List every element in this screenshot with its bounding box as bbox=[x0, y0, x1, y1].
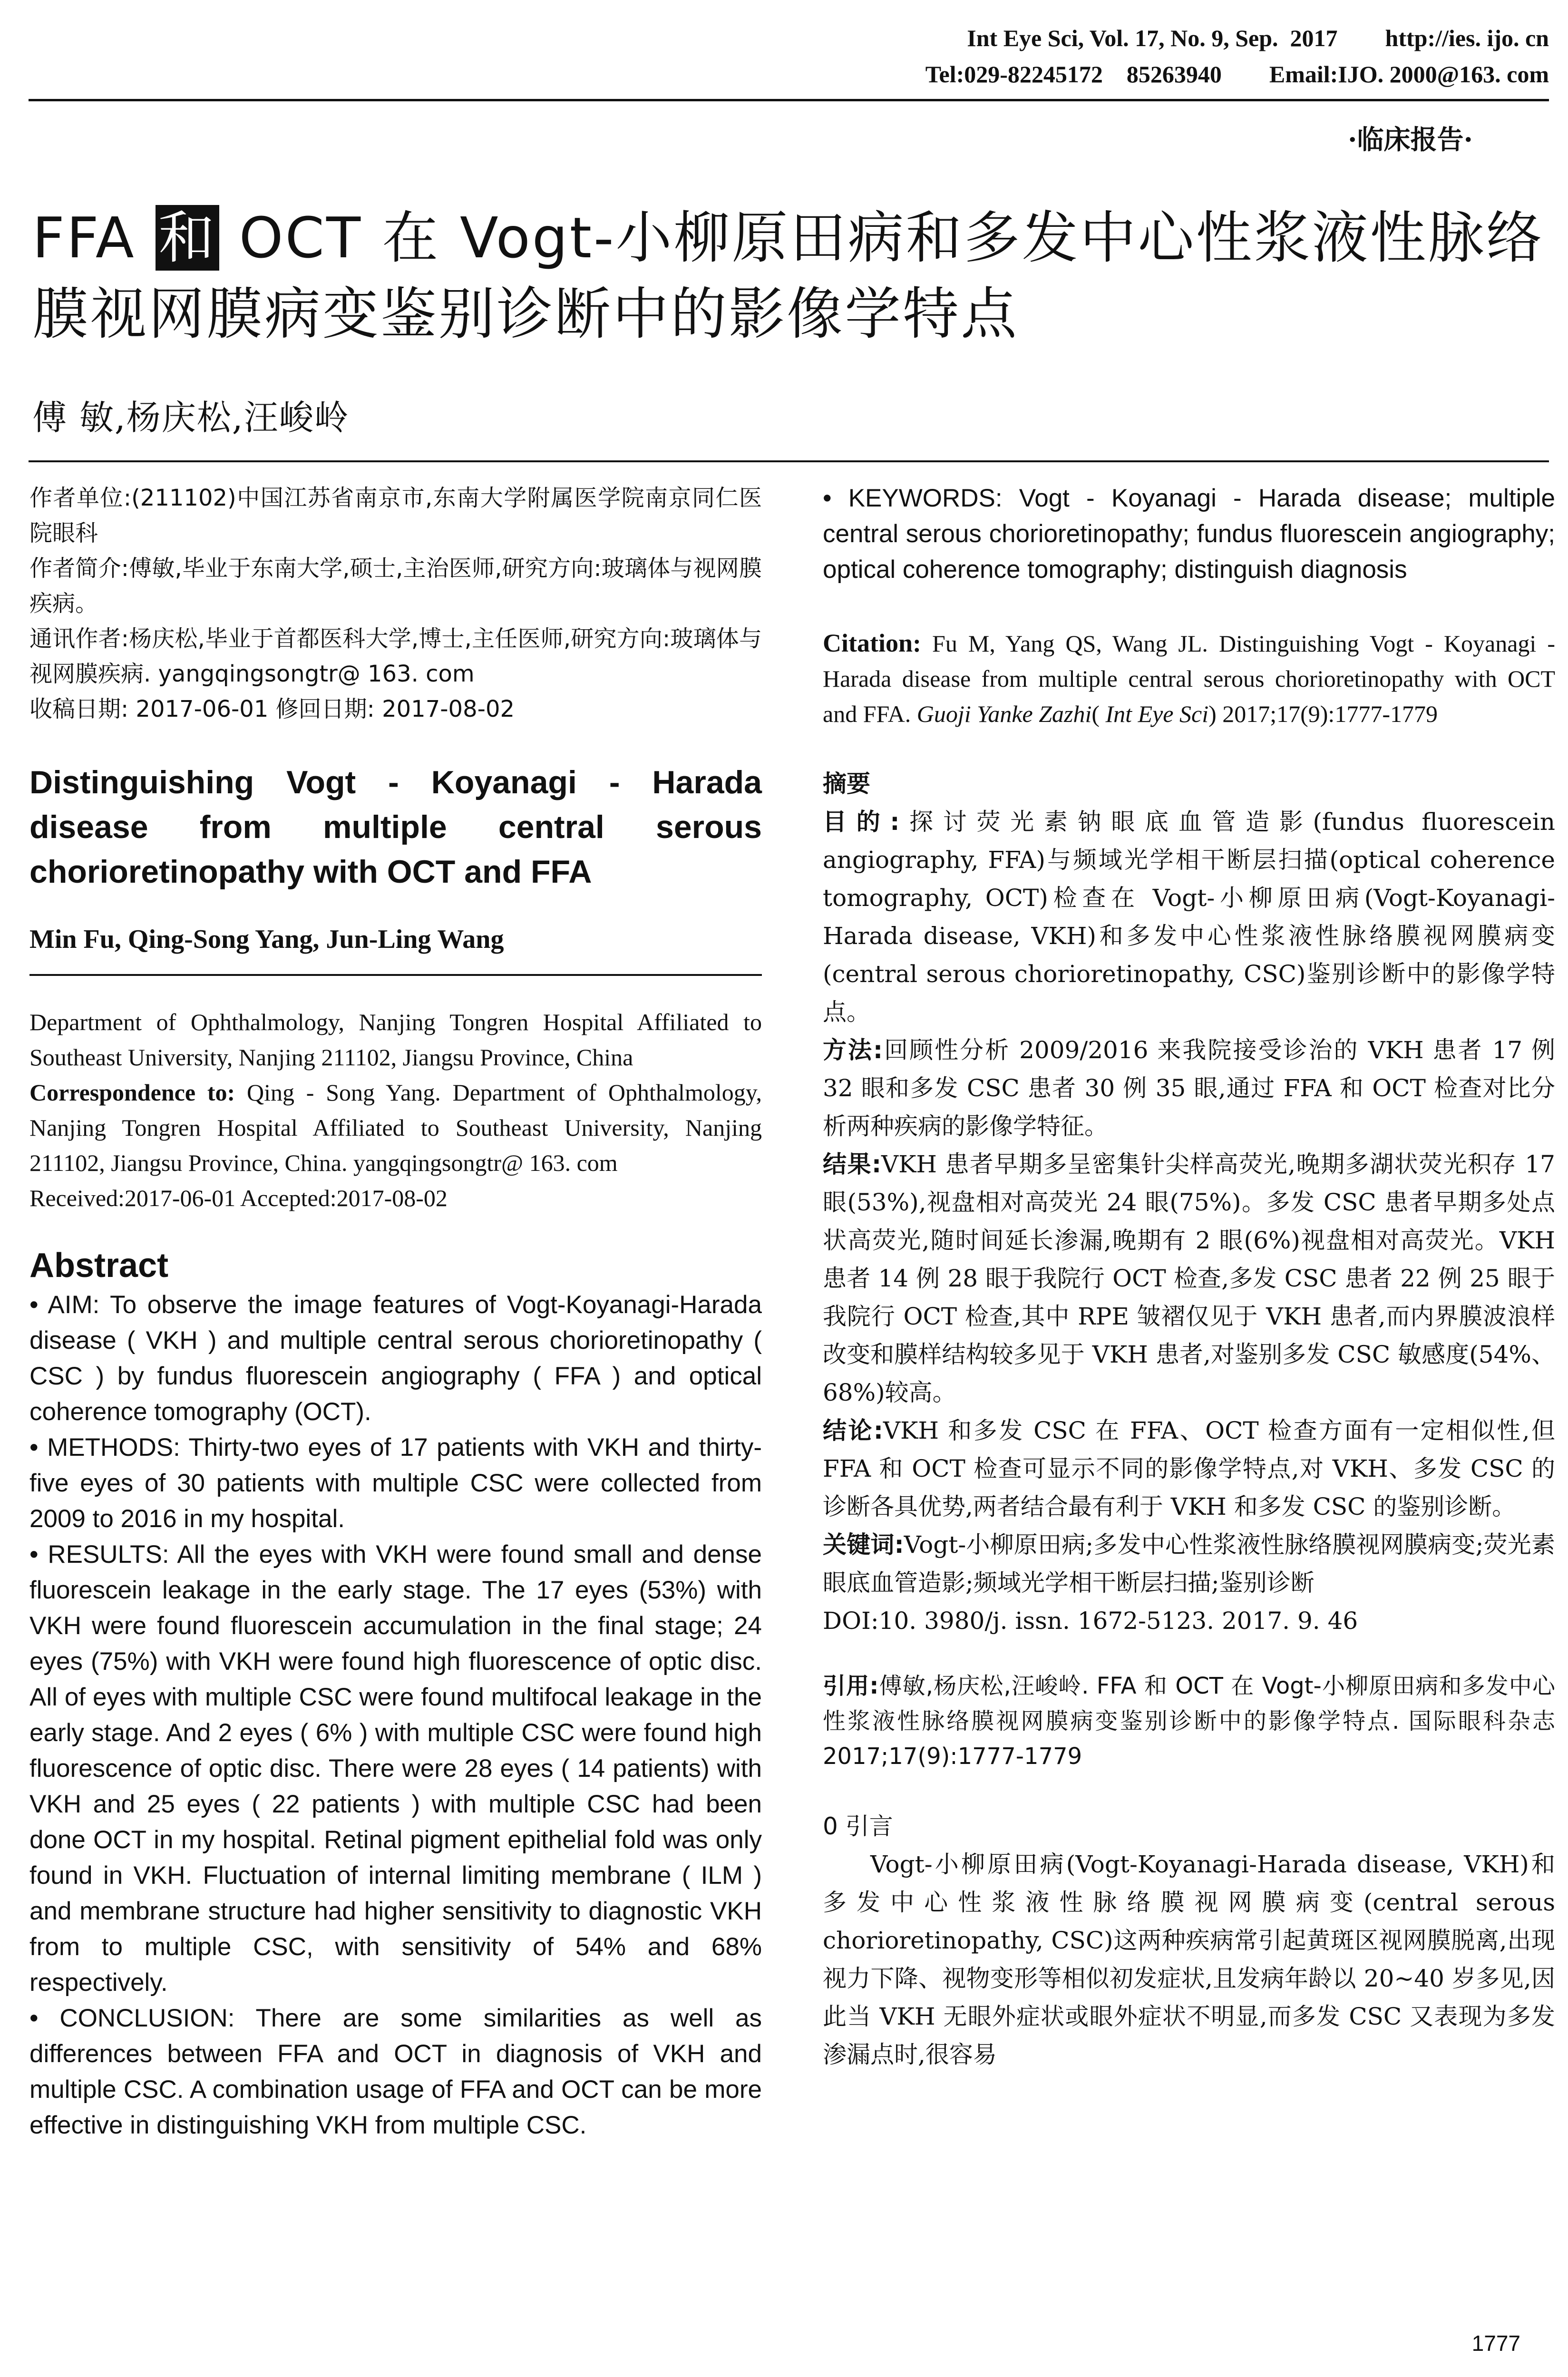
abstract-cn-methods-text: 回顾性分析 2009/2016 来我院接受诊治的 VKH 患者 17 例 32 眼和多发 CSC 患者 30 例 35 眼,通过 FFA 和 OCT 检查对比分析两种疾病的影像学特征。 bbox=[823, 1036, 1555, 1140]
article-title-cn bbox=[32, 200, 1545, 352]
correspondence-label: Correspondence to: bbox=[29, 1079, 235, 1106]
dates-cn: 收稿日期: 2017-06-01 修回日期: 2017-08-02 bbox=[29, 696, 515, 722]
abstract-cn-keywords-text: Vogt-小柳原田病;多发中心性浆液性脉络膜视网膜病变;荧光素眼底血管造影;频域光学相干断层扫描;鉴别诊断 bbox=[823, 1531, 1555, 1597]
citation-text-a: Fu M, Yang QS, Wang JL. Distinguishing Vogt - Koyanagi - Harada disease from multiple central serous chorioretinopathy with OCT and FFA. bbox=[823, 630, 1555, 727]
journal-header-line1: Int Eye Sci, Vol. 17, No. 9, Sep. 2017 http://ies. ijo. cn bbox=[967, 25, 1549, 51]
page-number: 1777 bbox=[1471, 2331, 1520, 2356]
english-correspondence bbox=[29, 1075, 762, 1180]
abstract-cn-methods-label: 方法: bbox=[823, 1036, 883, 1064]
affiliation-cn: 作者单位:(211102)中国江苏省南京市,东南大学附属医学院南京同仁医院眼科 bbox=[29, 485, 762, 546]
correspondence-text: Qing - Song Yang. Department of Ophthalmology, Nanjing Tongren Hospital Affiliated to Southeast University, Nanjing 211102, Jiangsu Province, China. yangqingsongtr@ 163. com bbox=[29, 1079, 762, 1176]
abstract-cn-methods bbox=[823, 1031, 1555, 1145]
cite-cn bbox=[823, 1668, 1555, 1774]
english-title: Distinguishing Vogt - Koyanagi - Harada disease from multiple central serous chorioretinopathy with OCT and FFA bbox=[29, 764, 762, 890]
citation-text-c: ) 2017;17(9):1777-1779 bbox=[1208, 701, 1438, 727]
abstract-cn-results-text: VKH 患者早期多呈密集针尖样高荧光,晚期多湖状荧光积存 17 眼(53%),视盘相对高荧光 24 眼(75%)。多发 CSC 患者早期多处点状高荧光,随时间延长渗漏,晚期有 2 眼(6%)视盘相对高荧光。VKH 患者 14 例 28 眼于我院行 OCT 检查,多发 CSC 患者 22 例 25 眼于我院行 OCT 检查,其中 RPE 皱褶仅见于 VKH 患者,而内界膜波浪样改变和膜样结构较多见于 VKH 患者,对鉴别多发 CSC 敏感度(54%、68%)较高。 bbox=[823, 1150, 1555, 1406]
bio-cn: 作者简介:傅敏,毕业于东南大学,硕士,主治医师,研究方向:玻璃体与视网膜疾病。 bbox=[29, 555, 762, 617]
english-received: Received:2017-06-01 Accepted:2017-08-02 bbox=[29, 1185, 448, 1211]
abstract-keywords: • KEYWORDS: Vogt - Koyanagi - Harada disease; multiple central serous chorioretinopathy; fundus fluorescein angiography; optical coherence tomography; distinguish diagnosis bbox=[823, 484, 1555, 584]
correspondence-cn: 通讯作者:杨庆松,毕业于首都医科大学,博士,主任医师,研究方向:玻璃体与视网膜疾病. yangqingsongtr@ 163. com bbox=[29, 625, 762, 687]
abstract-cn-keywords-label: 关键词: bbox=[823, 1531, 904, 1559]
citation-text-b: ( bbox=[1091, 701, 1106, 727]
citation-journal: Guoji Yanke Zazhi bbox=[916, 701, 1092, 727]
abstract-cn-aim bbox=[823, 803, 1555, 1031]
header-rule bbox=[29, 99, 1549, 101]
abstract-cn-conclusion bbox=[823, 1412, 1555, 1526]
left-column bbox=[29, 480, 762, 2143]
title-post: OCT 在 Vogt-小柳原田病和多发中心性浆液性脉络膜视网膜病变鉴别诊断中的影像学特点 bbox=[32, 205, 1544, 347]
journal-header-line2: Tel:029-82245172 85263940 Email:IJO. 2000@163. com bbox=[925, 61, 1549, 88]
abstract-cn-conclusion-text: VKH 和多发 CSC 在 FFA、OCT 检查方面有一定相似性,但 FFA 和 OCT 检查可显示不同的影像学特点,对 VKH、多发 CSC 的诊断各具优势,两者结合最有利于 VKH 和多发 CSC 的鉴别诊断。 bbox=[823, 1417, 1555, 1520]
abstract-aim: • AIM: To observe the image features of Vogt-Koyanagi-Harada disease ( VKH ) and multiple central serous chorioretinopathy ( CSC ) by fundus fluorescein angiography ( FFA ) and optical coherence tomography (OCT). bbox=[29, 1291, 762, 1426]
cite-cn-label: 引用: bbox=[823, 1673, 879, 1699]
abstract-cn-conclusion-label: 结论: bbox=[823, 1417, 883, 1444]
abstract-cn-results bbox=[823, 1145, 1555, 1412]
abstract-methods: • METHODS: Thirty-two eyes of 17 patients with VKH and thirty- five eyes of 30 patients with multiple CSC were collected from 2009 to 2016 in my hospital. bbox=[29, 1433, 762, 1533]
english-department: Department of Ophthalmology, Nanjing Tongren Hospital Affiliated to Southeast University, Nanjing 211102, Jiangsu Province, China bbox=[29, 1009, 762, 1071]
title-highlight: 和 bbox=[156, 205, 219, 271]
abstract-results: • RESULTS: All the eyes with VKH were found small and dense fluorescein leakage in the early stage. The 17 eyes (53%) with VKH were found fluorescein accumulation in the final stage; 24 eyes (75%) with VKH were found high fluorescence of optic disc. All of eyes with multiple CSC were found multifocal leakage in the early stage. And 2 eyes ( 6% ) with multiple CSC were found high fluorescence of optic disc. There were 28 eyes ( 14 patients) with VKH and 25 eyes ( 22 patients ) with multiple CSC had been done OCT in my hospital. Retinal pigment epithelial fold was only found in VKH. Fluctuation of internal limiting membrane ( ILM ) and membrane structure had higher sensitivity to diagnostic VKH from to multiple CSC, with sensitivity of 54% and 68% respectively. bbox=[29, 1540, 762, 1997]
intro-heading: 0 引言 bbox=[823, 1812, 893, 1840]
citation-label: Citation: bbox=[823, 629, 921, 657]
english-authors: Min Fu, Qing-Song Yang, Jun-Ling Wang bbox=[29, 925, 504, 954]
citation-journal-en: Int Eye Sci bbox=[1105, 701, 1209, 727]
abstract-cn-aim-text: 探讨荧光素钠眼底血管造影(fundus fluorescein angiography, FFA)与频域光学相干断层扫描(optical coherence tomography, OCT)检查在 Vogt-小柳原田病(Vogt-Koyanagi-Harada disease, VKH)和多发中心性浆液性脉络膜视网膜病变(central serous chorioretinopathy, CSC)鉴别诊断中的影像学特点。 bbox=[823, 808, 1555, 1026]
abstract-cn-results-label: 结果: bbox=[823, 1150, 881, 1178]
title-pre: FFA bbox=[32, 205, 156, 271]
authors-cn: 傅 敏,杨庆松,汪峻岭 bbox=[32, 398, 350, 438]
right-column bbox=[823, 480, 1555, 2074]
cite-cn-text: 傅敏,杨庆松,汪峻岭. FFA 和 OCT 在 Vogt-小柳原田病和多发中心性浆液性脉络膜视网膜病变鉴别诊断中的影像学特点. 国际眼科杂志 2017;17(9):1777-1779 bbox=[823, 1673, 1555, 1770]
abstract-cn-heading: 摘要 bbox=[823, 770, 870, 798]
top-rule bbox=[29, 460, 1549, 462]
section-label: ·临床报告· bbox=[1348, 124, 1473, 156]
abstract-cn-keywords bbox=[823, 1526, 1555, 1602]
citation bbox=[823, 625, 1555, 731]
abstract-conclusion: • CONCLUSION: There are some similarities as well as differences between FFA and OCT in diagnosis of VKH and multiple CSC. A combination usage of FFA and OCT can be more effective in distinguishing VKH from multiple CSC. bbox=[29, 2004, 762, 2139]
doi: DOI:10. 3980/j. issn. 1672-5123. 2017. 9. 46 bbox=[823, 1607, 1358, 1635]
abstract-cn-aim-label: 目的: bbox=[823, 808, 900, 836]
intro-text: Vogt-小柳原田病(Vogt-Koyanagi-Harada disease, VKH)和多发中心性浆液性脉络膜视网膜病变(central serous chorioretinopathy, CSC)这两种疾病常引起黄斑区视网膜脱离,出现视力下降、视物变形等相似初发症状,且发病年龄以 20~40 岁多见,因此当 VKH 无眼外症状或眼外症状不明显,而多发 CSC 又表现为多发渗漏点时,很容易 bbox=[823, 1851, 1555, 2068]
abstract-heading: Abstract bbox=[29, 1247, 169, 1285]
